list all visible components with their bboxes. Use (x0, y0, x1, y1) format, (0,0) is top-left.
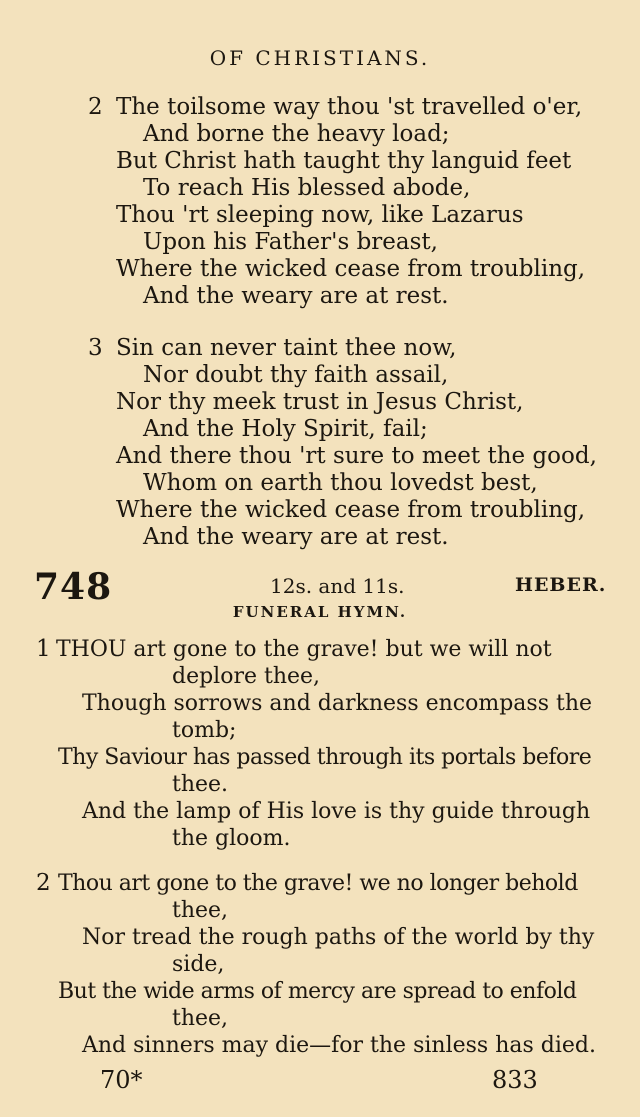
hymn-meter: 12s. and 11s. (270, 574, 405, 598)
verse-line: THOU art gone to the grave! but we will not (56, 637, 552, 662)
verse-line: But the wide arms of mercy are spread to enfold (58, 979, 577, 1004)
verse-line: Whom on earth thou lovedst best, (143, 470, 538, 496)
verse-line: The toilsome way thou 'st travelled o'er, (116, 94, 583, 120)
verse-line: And sinners may die—for the sinless has died. (82, 1033, 596, 1058)
verse-line: Where the wicked cease from troubling, (116, 497, 586, 523)
hymn-title: FUNERAL HYMN. (232, 603, 408, 621)
verse-line: Upon his Father's breast, (143, 229, 438, 255)
verse-line: tomb; (172, 718, 237, 743)
verse-line: Sin can never taint thee now, (116, 335, 457, 361)
verse-line: And the lamp of His love is thy guide through (82, 799, 591, 824)
verse-line: Thy Saviour has passed through its portals before (58, 745, 592, 770)
verse-line: thee, (172, 898, 229, 923)
stanza-number: 3 (88, 335, 103, 361)
hymn-author: HEBER. (515, 574, 607, 596)
verse-line: And there thou 'rt sure to meet the good, (116, 443, 597, 469)
verse-line: Nor thy meek trust in Jesus Christ, (116, 389, 524, 415)
verse-line: But Christ hath taught thy languid feet (116, 148, 572, 174)
verse-line: the gloom. (172, 826, 291, 851)
verse-line: deplore thee, (172, 664, 321, 689)
verse-line: Nor tread the rough paths of the world by thy (82, 925, 595, 950)
verse-line: Thou art gone to the grave! we no longer behold (58, 871, 578, 896)
verse-line: Nor doubt thy faith assail, (143, 362, 449, 388)
verse-line: And the weary are at rest. (143, 283, 449, 309)
verse-line: thee, (172, 1006, 229, 1031)
verse-line: thee. (172, 772, 229, 797)
verse-line: And the weary are at rest. (143, 524, 449, 550)
verse-line: And the Holy Spirit, fail; (143, 416, 428, 442)
verse-line: To reach His blessed abode, (143, 175, 471, 201)
verse-line: Thou 'rt sleeping now, like Lazarus (116, 202, 524, 228)
verse-line: Though sorrows and darkness encompass the (82, 691, 593, 716)
stanza-number: 2 (36, 870, 51, 896)
signature-mark: 70* (100, 1066, 143, 1094)
verse-line: And borne the heavy load; (143, 121, 450, 147)
verse-line: Where the wicked cease from troubling, (116, 256, 586, 282)
verse-line: side, (172, 952, 225, 977)
stanza-number: 2 (88, 94, 103, 120)
stanza-number: 1 (36, 636, 51, 662)
page-number: 833 (492, 1066, 538, 1094)
hymn-number: 748 (34, 566, 113, 608)
running-head: OF CHRISTIANS. (209, 46, 431, 70)
